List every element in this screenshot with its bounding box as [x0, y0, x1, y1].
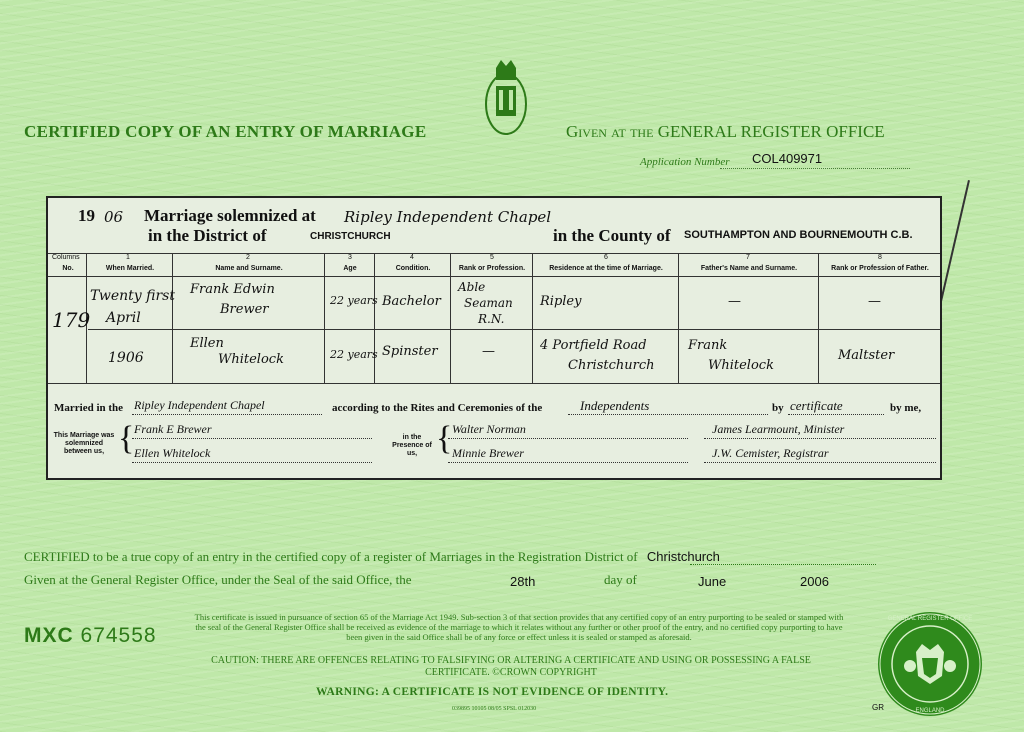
column-header: Condition. — [395, 265, 431, 272]
entry-number: 179 — [52, 308, 91, 332]
certification-text: CERTIFIED to be a true copy of an entry in the certified copy of a register of Marriages in the Registration District of — [24, 549, 638, 564]
column-number: 1 — [126, 254, 130, 261]
bride-father-surname: Whitelock — [708, 358, 774, 373]
certification-line2 — [24, 572, 412, 588]
column-header: Age — [343, 265, 357, 272]
gro-seal-icon — [876, 610, 984, 718]
entry-rule-bottom — [48, 383, 940, 384]
bride-father-rank: Maltster — [838, 348, 895, 363]
column-number: 7 — [746, 254, 750, 261]
column-number: 3 — [348, 254, 352, 261]
col-divider — [450, 253, 451, 383]
column-header: No. — [62, 265, 74, 272]
legal-notice: This certificate is issued in pursuance of section 65 of the Marriage Act 1949. Sub-section 3 of that section provides that any certified copy of an entry purporting to be sealed or stamped with the seal of the General Register Office shall be received as evidence of the marriage to which it relates without any further or other proof of the entry, and no certified copy purporting to have been given in the said Office shall be of any force or effect unless it is sealed or stamped as aforesaid. — [194, 612, 844, 642]
serial-number — [24, 624, 157, 648]
groom-condition: Bachelor — [382, 294, 441, 309]
print-code: 039895 10105 08/05 SPSL 012030 — [452, 706, 537, 712]
caution-notice: CAUTION: THERE ARE OFFENCES RELATING TO FALSIFYING OR ALTERING A CERTIFICATE AND USING OR POSSESSING A FALSE CERTIFICATE. ©CROWN COPYRIGHT — [211, 655, 811, 678]
by-label: by — [772, 402, 784, 414]
serial-digits: 674558 — [80, 624, 157, 647]
minister-signature: James Learmount, Minister — [712, 422, 845, 436]
groom-age: 22 years — [330, 294, 378, 307]
certification-month: June — [698, 574, 727, 589]
dotted-line — [690, 564, 876, 565]
entry-rule-mid — [88, 329, 940, 330]
groom-father: — — [728, 294, 741, 309]
marriage-date: April — [106, 310, 141, 326]
registrar-signature: J.W. Cemister, Registrar — [712, 446, 829, 460]
column-number: 5 — [490, 254, 494, 261]
by-me-label: by me, — [890, 402, 922, 414]
by-value: certificate — [790, 398, 843, 413]
column-header: Rank or Profession of Father. — [831, 265, 929, 272]
gr-mark: GR — [872, 703, 884, 712]
certification-district: Christchurch — [646, 549, 720, 564]
issuing-office — [566, 122, 885, 142]
column-number: 6 — [604, 254, 608, 261]
groom-rank: Able — [458, 280, 486, 294]
application-number: COL409971 — [752, 151, 823, 166]
column-header: When Married. — [105, 265, 155, 272]
dotted-line — [568, 414, 768, 415]
brace: { — [436, 420, 453, 457]
groom-surname: Brewer — [220, 302, 269, 317]
bride-name: Ellen — [190, 336, 224, 351]
bride-age: 22 years — [330, 348, 378, 361]
presence-label: in the Presence of us, — [392, 434, 432, 457]
certification-given-text: Given at the General Register Office, under the Seal of the said Office, the — [24, 572, 412, 587]
bride-father: Frank — [688, 338, 728, 353]
bride-residence: Christchurch — [568, 358, 655, 373]
solemnized-label: This Marriage was solemnized between us, — [53, 432, 115, 455]
bride-residence: 4 Portfield Road — [540, 338, 647, 353]
brace: { — [118, 420, 135, 457]
col-divider — [818, 253, 819, 383]
bride-rank: — — [482, 344, 495, 359]
bride-signature: Ellen Whitelock — [134, 446, 211, 460]
entry-district: CHRISTCHURCH — [310, 231, 391, 242]
certification-line1 — [24, 549, 720, 565]
dotted-line — [704, 462, 936, 463]
entry-place: Ripley Independent Chapel — [344, 208, 552, 226]
certification-day-of: day of — [604, 572, 637, 587]
entry-rule-top — [48, 253, 940, 254]
entry-year-hand: 06 — [104, 208, 124, 226]
marriage-date: Twenty first — [90, 288, 175, 304]
application-number-label: Application Number — [640, 156, 730, 168]
col-divider — [532, 253, 533, 383]
married-in-place: Ripley Independent Chapel — [134, 398, 265, 412]
groom-name: Frank Edwin — [190, 282, 275, 297]
groom-father-rank: — — [868, 294, 881, 309]
witness-2: Minnie Brewer — [452, 446, 524, 460]
col-divider — [172, 253, 173, 383]
col-divider — [374, 253, 375, 383]
column-header: Name and Surname. — [215, 265, 283, 272]
dotted-line — [132, 462, 372, 463]
column-number: 2 — [246, 254, 250, 261]
certification-day: 28th — [510, 574, 536, 589]
entry-year-printed: 19 — [78, 206, 95, 225]
groom-signature: Frank E Brewer — [134, 422, 212, 436]
serial-prefix: MXC — [24, 624, 74, 647]
witness-1: Walter Norman — [452, 422, 526, 436]
col-divider — [678, 253, 679, 383]
column-header: Father's Name and Surname. — [700, 265, 798, 272]
column-header: Residence at the time of Marriage. — [549, 265, 663, 272]
groom-rank: Seaman — [464, 296, 513, 310]
rites-value: Independents — [580, 398, 650, 413]
column-number: 4 — [410, 254, 414, 261]
dotted-line — [704, 438, 936, 439]
certification-year: 2006 — [800, 574, 829, 589]
bride-surname: Whitelock — [218, 352, 284, 367]
rites-label: according to the Rites and Ceremonies of the — [332, 402, 543, 414]
seal-lettering: ENGLAND — [915, 708, 945, 714]
column-number: 8 — [878, 254, 882, 261]
col-divider — [324, 253, 325, 383]
dotted-line — [132, 438, 372, 439]
marriage-entry — [46, 196, 942, 480]
identity-warning: WARNING: A CERTIFICATE IS NOT EVIDENCE OF IDENTITY. — [316, 686, 669, 698]
bride-condition: Spinster — [382, 344, 438, 359]
seal-lettering: GENERAL REGISTER OFFICE — [887, 616, 973, 622]
issuing-office-prefix: Given at the — [566, 122, 654, 141]
dotted-line — [448, 438, 688, 439]
royal-crest-icon — [484, 56, 528, 138]
entry-heading-line1: Marriage solemnized at — [144, 206, 316, 225]
dotted-line — [132, 414, 322, 415]
entry-county-label: in the County of — [553, 226, 671, 245]
columns-label: Columns — [52, 254, 80, 261]
certificate-title: CERTIFIED COPY OF AN ENTRY OF MARRIAGE — [24, 122, 427, 141]
groom-rank: R.N. — [478, 312, 505, 326]
groom-residence: Ripley — [540, 294, 582, 309]
column-header: Rank or Profession. — [458, 265, 526, 272]
entry-county: SOUTHAMPTON AND BOURNEMOUTH C.B. — [684, 229, 913, 241]
application-number-line — [720, 168, 910, 169]
dotted-line — [448, 462, 688, 463]
dotted-line — [788, 414, 884, 415]
married-in-label: Married in the — [54, 402, 124, 414]
marriage-date: 1906 — [108, 350, 144, 366]
entry-rule-head — [48, 276, 940, 277]
issuing-office-name: GENERAL REGISTER OFFICE — [657, 122, 885, 141]
entry-heading-line2: in the District of — [148, 226, 267, 245]
